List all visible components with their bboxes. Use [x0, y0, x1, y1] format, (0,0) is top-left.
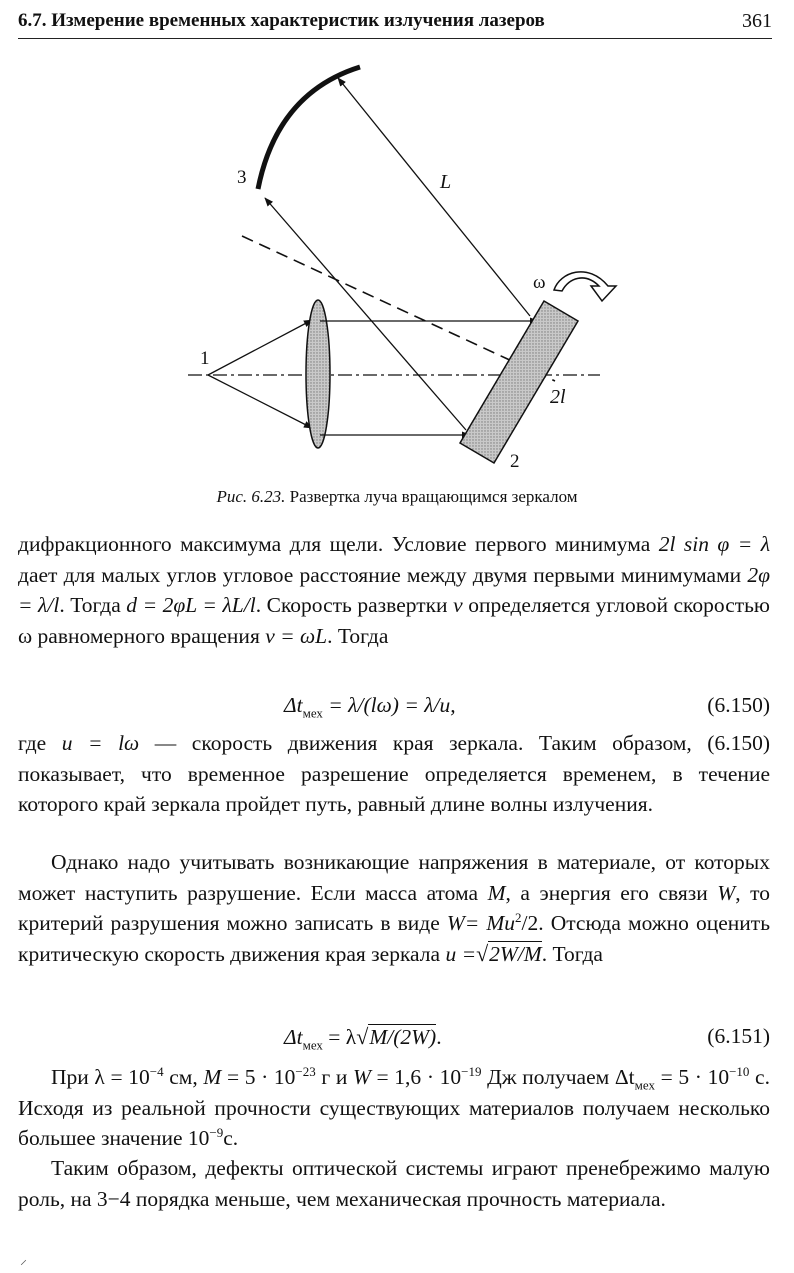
ray-source-lower	[208, 375, 312, 428]
label-L: L	[440, 171, 452, 193]
equation-6-150	[18, 693, 770, 729]
paragraph-2: где u = lω — скорость движения края зеркала. Таким образом, (6.150) показывает, что временное разрешение определяется временем, в течение которого край зеркала пройдет путь, равный длине волны излучения.	[18, 731, 770, 816]
paragraph-5: Таким образом, дефекты оптической системы играют пренебрежимо малую роль, на 3−4 порядка меньше, чем механическая прочность материала.	[18, 1156, 770, 1211]
reflected-ray-lower	[265, 198, 466, 430]
label-3: 3	[237, 167, 247, 188]
label-2l: 2l	[550, 386, 566, 408]
section-title: 6.7. Измерение временных характеристик излучения лазеров	[18, 10, 545, 31]
equation-6-151-number: (6.151)	[707, 1024, 770, 1048]
ray-source-upper	[208, 320, 312, 375]
dashed-line	[242, 236, 555, 381]
equation-6-150-body: $\Delta t_{мех} = \lambda/(l\omega) = \lambda/u$,	[284, 693, 456, 721]
label-omega: ω	[533, 272, 546, 293]
paragraph-1: дифракционного максимума для щели. Условие первого минимума 2l sin φ = λ дает для малых углов угловое расстояние между двумя первыми минимумами 2φ = λ/l. Тогда d = 2φL = λL/l. Скорость развертки v определяется угловой скоростью ω равномерного вращения v = ωL. Тогда	[18, 532, 771, 648]
paragraph-4: При $\lambda = 10^{-4}$ см, $M = 5 \cdot 10^{-23}$ г и $W = 1,6 \cdot 10^{-19}$ Дж получаем $\Delta t_{мех} = 5 \cdot 10^{-10}$ с. Исходя из реальной прочности существующих материалов получаем несколько большее значение $10^{-9}с$.	[18, 1063, 770, 1150]
stray-mark: ⸝	[20, 1253, 27, 1268]
rotation-arrow	[554, 272, 616, 301]
page-number: 361	[742, 10, 772, 32]
label-2: 2	[510, 451, 520, 472]
figure-caption	[0, 487, 794, 507]
running-header	[18, 8, 772, 39]
label-1: 1	[200, 348, 210, 369]
caption-label: Рис. 6.23.	[216, 487, 286, 506]
equation-6-150-number: (6.150)	[707, 693, 770, 717]
equation-6-151	[18, 1024, 770, 1060]
rotating-mirror	[460, 301, 578, 463]
equation-6-151-body: $\Delta t_{мех} = \lambda√M/(2W)$.	[284, 1024, 442, 1053]
rotating-mirror-diagram	[160, 58, 630, 478]
caption-text: Развертка луча вращающимся зеркалом	[289, 487, 578, 506]
paragraph-3: Однако надо учитывать возникающие напряжения в материале, от которых может наступить разрушение. Если масса атома M, а энергия его связи W, то критерий разрушения можно записать в виде $W= Mu^2/2$. Отсюда можно оценить критическую скорость движения края зеркала u =√2W/M. Тогда	[18, 850, 771, 966]
figure-6-23	[160, 58, 630, 478]
lens	[306, 300, 330, 448]
reflected-ray-L	[338, 78, 530, 316]
